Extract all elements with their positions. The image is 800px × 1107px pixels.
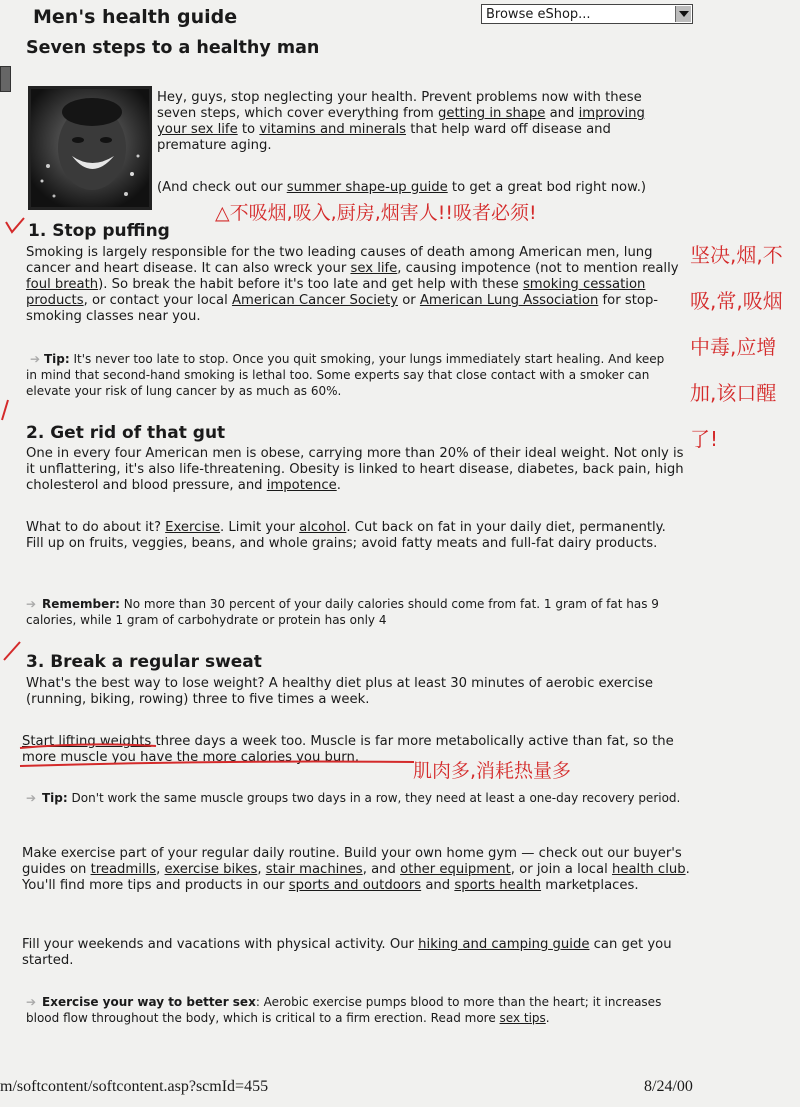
link-american-lung-association[interactable]: American Lung Association bbox=[419, 293, 599, 308]
handwritten-check-marks bbox=[0, 210, 30, 670]
intro-shapeup-paragraph: (And check out our summer shape-up guide to get a great bod right now.) bbox=[157, 180, 647, 195]
section3-heading: 3. Break a regular sweat bbox=[26, 652, 262, 672]
exercise-sex-box: ➔ Exercise your way to better sex: Aerobic exercise pumps blood to more than the heart; it increases blood flow throughout the body, which is critical to a firm erection. Read more sex tips. bbox=[26, 995, 662, 1025]
section3-weekends-paragraph: Fill your weekends and vacations with physical activity. Our hiking and camping guide can get you started. bbox=[22, 937, 672, 968]
section3-weights-paragraph: Start lifting weights three days a week too. Muscle is far more metabolically active than fat, so the more muscle you have the more calories you burn. bbox=[22, 734, 674, 765]
section3-tip: ➔ Tip: Don't work the same muscle groups two days in a row, they need at least a one-day recovery period. bbox=[26, 791, 681, 805]
footer-date: 8/24/00 bbox=[644, 1078, 693, 1095]
link-foul-breath[interactable]: foul breath bbox=[26, 277, 99, 292]
scroll-edge-tab bbox=[0, 66, 11, 92]
section2-heading: 2. Get rid of that gut bbox=[26, 423, 226, 443]
section1-paragraph: Smoking is largely responsible for the two leading causes of death among American men, lung cancer and heart disease. It can also wreck your sex life, causing impotence (not to mention really foul breath). So break the habit before it's too late and get help with these smoking cessation products, or contact your local American Cancer Society or American Lung Association for stop-smoking classes near you. bbox=[26, 245, 679, 324]
browse-eshop-selected: Browse eShop... bbox=[486, 7, 591, 22]
browse-eshop-select[interactable] bbox=[481, 4, 693, 24]
section2-what-to-do: What to do about it? Exercise. Limit your alcohol. Cut back on fat in your daily diet, permanently. Fill up on fruits, veggies, beans, and whole grains; avoid fatty meats and full-fat dairy products. bbox=[26, 520, 666, 551]
link-summer-shapeup-guide[interactable]: summer shape-up guide bbox=[286, 180, 448, 195]
link-treadmills[interactable]: treadmills bbox=[90, 862, 157, 877]
link-american-cancer-society[interactable]: American Cancer Society bbox=[231, 293, 398, 308]
link-vitamins-minerals[interactable]: vitamins and minerals bbox=[259, 122, 406, 137]
section1-heading: 1. Stop puffing bbox=[28, 221, 170, 241]
link-sex-life[interactable]: sex life bbox=[350, 261, 398, 276]
page-subtitle: Seven steps to a healthy man bbox=[26, 38, 320, 58]
link-getting-in-shape[interactable]: getting in shape bbox=[437, 106, 546, 121]
link-smoking-cessation[interactable]: smoking cessation products bbox=[26, 277, 646, 308]
section3-routine-paragraph: Make exercise part of your regular daily routine. Build your own home gym — check out our buyer's guides on treadmills, exercise bikes, stair machines, and other equipment, or join a local health club. You'll find more tips and products in our sports and outdoors and sports health marketplaces. bbox=[22, 846, 690, 893]
link-alcohol[interactable]: alcohol bbox=[299, 520, 347, 535]
link-impotence[interactable]: impotence bbox=[266, 478, 337, 493]
link-other-equipment[interactable]: other equipment bbox=[400, 862, 511, 877]
link-exercise[interactable]: Exercise bbox=[165, 520, 221, 535]
arrow-right-icon: ➔ bbox=[30, 352, 41, 366]
man-laughing-photo bbox=[28, 86, 152, 210]
link-health-club[interactable]: health club bbox=[612, 862, 686, 877]
link-exercise-bikes[interactable]: exercise bikes bbox=[164, 862, 258, 877]
link-sex-tips[interactable]: sex tips bbox=[499, 1011, 546, 1025]
arrow-right-icon: ➔ bbox=[26, 791, 37, 805]
footer-url: m/softcontent/softcontent.asp?scmId=455 bbox=[0, 1078, 269, 1095]
link-sports-health[interactable]: sports health bbox=[454, 878, 542, 893]
section1-tip: ➔ Tip: It's never too late to stop. Once you quit smoking, your lungs immediately start healing. And keep in mind that second-hand smoking is lethal too. Some experts say that close contact with a smoker can elevate your risk of lung cancer by as much as 60%. bbox=[26, 352, 665, 398]
section2-paragraph: One in every four American men is obese, carrying more than 20% of their ideal weight. Not only is it unflattering, it's also life-threatening. Obesity is linked to heart disease, diabetes, back pain, high cholesterol and blood pressure, and impotence. bbox=[26, 446, 684, 493]
page-title: Men's health guide bbox=[33, 6, 238, 28]
handwritten-note-3: 肌肉多,消耗热量多 bbox=[413, 760, 572, 782]
handwritten-underline bbox=[18, 738, 418, 772]
arrow-right-icon: ➔ bbox=[26, 995, 37, 1009]
link-improving-sex-life[interactable]: improving your sex life bbox=[157, 106, 645, 137]
section3-paragraph: What's the best way to lose weight? A healthy diet plus at least 30 minutes of aerobic exercise (running, biking, rowing) three to five times a week. bbox=[26, 676, 653, 707]
handwritten-note-2: 坚决,烟,不吸,常,吸烟中毒,应增加,该口醒了! bbox=[690, 243, 783, 451]
link-hiking-camping-guide[interactable]: hiking and camping guide bbox=[418, 937, 590, 952]
chevron-down-icon[interactable] bbox=[675, 6, 691, 22]
section2-remember: ➔ Remember: No more than 30 percent of your daily calories should come from fat. 1 gram of fat has 9 calories, while 1 gram of carbohydrate or protein has only 4 bbox=[26, 597, 659, 627]
link-sports-outdoors[interactable]: sports and outdoors bbox=[288, 878, 422, 893]
handwritten-note-1: △不吸烟,吸入,厨房,烟害人!!吸者必须! bbox=[215, 202, 537, 224]
link-stair-machines[interactable]: stair machines bbox=[265, 862, 363, 877]
link-start-lifting-weights[interactable]: Start lifting weights bbox=[22, 734, 152, 749]
arrow-right-icon: ➔ bbox=[26, 597, 37, 611]
intro-paragraph: Hey, guys, stop neglecting your health. Prevent problems now with these seven steps, which cover everything from getting in shape and improving your sex life to vitamins and minerals that help ward off disease and premature aging. bbox=[157, 90, 645, 153]
